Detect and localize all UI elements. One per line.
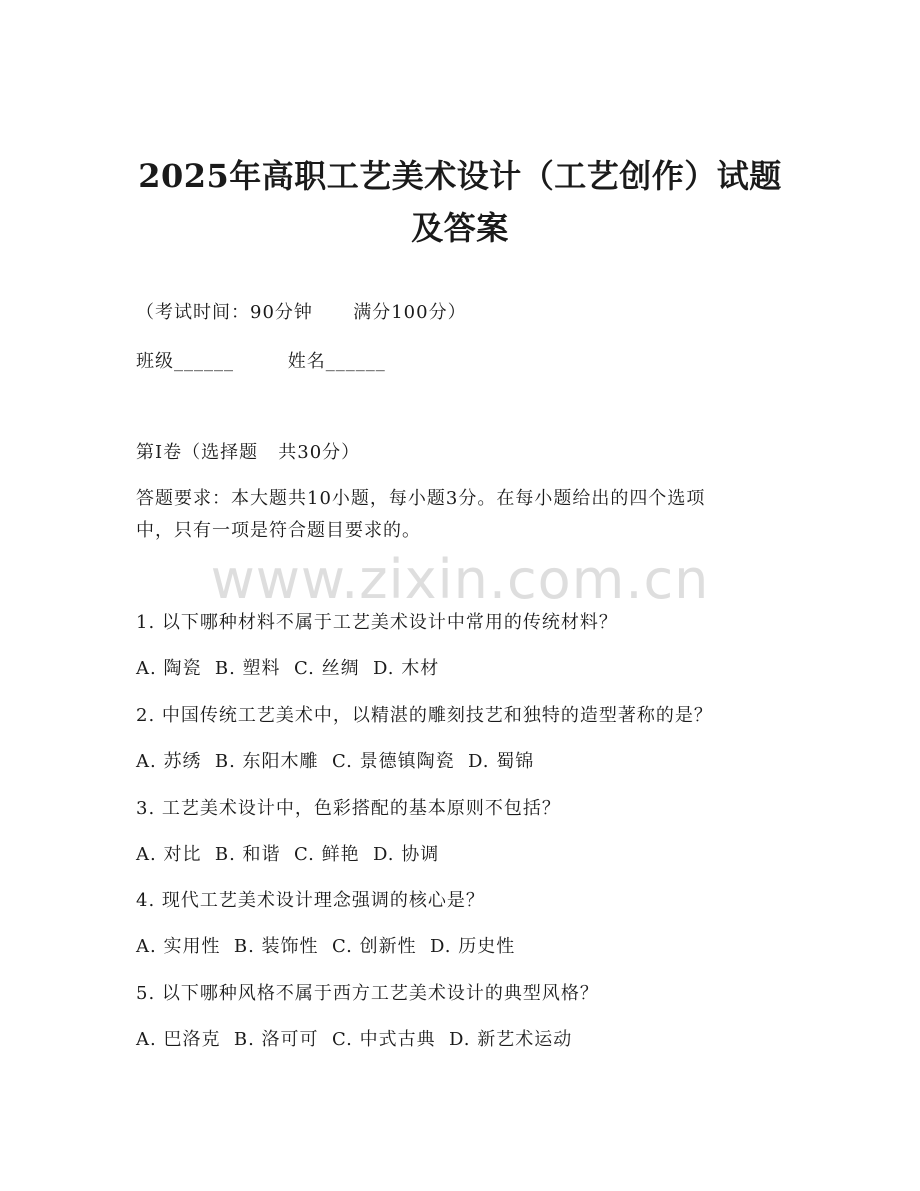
question-1: 1. 以下哪种材料不属于工艺美术设计中常用的传统材料？ xyxy=(136,612,618,633)
question-5: 5. 以下哪种风格不属于西方工艺美术设计的典型风格？ xyxy=(136,983,599,1004)
instructions-line2: 中，只有一项是符合题目要求的。 xyxy=(136,520,421,541)
watermark: www.zixin.com.cn xyxy=(210,548,710,611)
class-name-fields: 班级______ 姓名______ xyxy=(136,351,386,372)
question-2-options: A. 苏绣 B. 东阳木雕 C. 景德镇陶瓷 D. 蜀锦 xyxy=(136,751,535,772)
question-4-options: A. 实用性 B. 装饰性 C. 创新性 D. 历史性 xyxy=(136,936,516,957)
question-3-options: A. 对比 B. 和谐 C. 鲜艳 D. 协调 xyxy=(136,844,440,865)
question-1-options: A. 陶瓷 B. 塑料 C. 丝绸 D. 木材 xyxy=(136,658,440,679)
document-title-line1: 2025年高职工艺美术设计（工艺创作）试题 xyxy=(138,157,782,195)
section-header: 第I卷（选择题 共30分） xyxy=(136,442,361,463)
question-4: 4. 现代工艺美术设计理念强调的核心是？ xyxy=(136,890,485,911)
question-5-options: A. 巴洛克 B. 洛可可 C. 中式古典 D. 新艺术运动 xyxy=(136,1029,573,1050)
question-3: 3. 工艺美术设计中，色彩搭配的基本原则不包括？ xyxy=(136,798,561,819)
question-2: 2. 中国传统工艺美术中，以精湛的雕刻技艺和独特的造型著称的是？ xyxy=(136,705,713,726)
instructions-line1: 答题要求：本大题共10小题，每小题3分。在每小题给出的四个选项 xyxy=(136,488,706,509)
document-title-line2: 及答案 xyxy=(411,209,509,247)
exam-info: （考试时间：90分钟 满分100分） xyxy=(136,302,467,323)
